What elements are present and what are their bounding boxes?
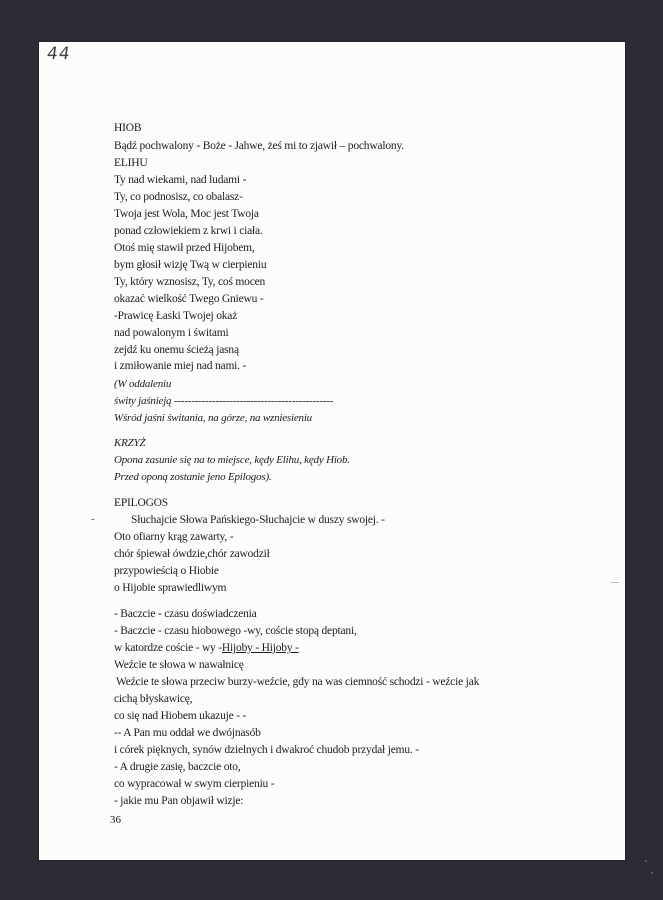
speaker-krzyz: KRZYŻ (114, 437, 146, 449)
text-line: chór śpiewał ówdzie,chór zawodził (114, 548, 270, 560)
stage-direction: Wśród jaśni świtania, na górze, na wzniesieniu (114, 412, 312, 424)
text-line: -Prawicę Łaski Twojej okaż (114, 310, 238, 322)
text-line: bym głosił wizję Twą w cierpieniu (114, 259, 267, 271)
stage-direction: Opona zasunie się na to miejsce, kędy Elihu, kędy Hiob. (114, 454, 350, 466)
text-line: - Baczcie - czasu doświadczenia (114, 608, 257, 620)
text-line: Oto ofiarny krąg zawarty, - (114, 531, 234, 543)
text-line: przypowieścią o Hiobie (114, 565, 219, 577)
text-line: co się nad Hiobem ukazuje - - (114, 710, 247, 722)
text-line: zejdź ku onemu ścieżą jasną (114, 344, 239, 356)
text-line: Ty nad wiekami, nad ludami - (114, 174, 247, 186)
text-line: co wypracował w swym cierpieniu - (114, 778, 275, 790)
stage-direction: świty jaśnieją ---------------------------------------------- (114, 395, 334, 407)
paper-mark (611, 582, 619, 583)
text-line: - Baczcie - czasu hiobowego -wy, coście stopą deptani, (114, 625, 357, 637)
text-line: Weźcie te słowa przeciw burzy-weźcie, gdy na was ciemność schodzi - weźcie jak (116, 676, 480, 688)
text-line: -- A Pan mu oddał we dwójnasób (114, 727, 261, 739)
text-line: i zmiłowanie miej nad nami. - (114, 360, 247, 372)
text-line: nad powalonym i świtami (114, 327, 229, 339)
document-page (39, 42, 625, 860)
text-line: Weźcie te słowa w nawałnicę (114, 659, 244, 671)
text-segment: w katordze coście - wy - (114, 642, 222, 654)
scan-speck (651, 872, 653, 874)
stage-direction: (W oddaleniu (114, 378, 172, 390)
text-line: okazać wielkość Twego Gniewu - (114, 293, 264, 305)
text-line: i córek pięknych, synów dzielnych i dwakroć chudob przydał jemu. - (114, 744, 419, 756)
text-line: Słuchajcie Słowa Pańskiego-Słuchajcie w duszy swojej. - (131, 514, 385, 526)
stage-direction: Przed oponą zostanie jeno Epilogos). (114, 471, 272, 483)
margin-dash: - (91, 513, 95, 525)
text-line: Ty, co podnosisz, co obalasz- (114, 191, 243, 203)
text-line: - A drugie zasię, baczcie oto, (114, 761, 241, 773)
speaker-hiob: HIOB (114, 122, 142, 134)
text-line: cichą błyskawicę, (114, 693, 193, 705)
handwritten-page-mark: 44 (45, 44, 73, 64)
text-line: - jakie mu Pan objawił wizje: (114, 795, 244, 807)
text-line: Twoja jest Wola, Moc jest Twoja (114, 208, 259, 220)
scan-speck (645, 860, 647, 862)
speaker-epilogos: EPILOGOS (114, 497, 168, 509)
page-number: 36 (110, 814, 121, 826)
text-line: Ty, który wznosisz, Ty, coś mocen (114, 276, 266, 288)
text-line: ponad człowiekiem z krwi i ciała. (114, 225, 263, 237)
underlined-text: Hijoby - Hijoby - (221, 642, 299, 654)
text-line: o Hijobie sprawiedliwym (114, 582, 227, 594)
text-line (114, 642, 299, 654)
speaker-elihu: ELIHU (114, 157, 148, 169)
text-line: Bądź pochwalony - Boże - Jahwe, żeś mi to zjawił – pochwalony. (114, 140, 404, 152)
text-line: Otoś mię stawił przed Hijobem, (114, 242, 255, 254)
